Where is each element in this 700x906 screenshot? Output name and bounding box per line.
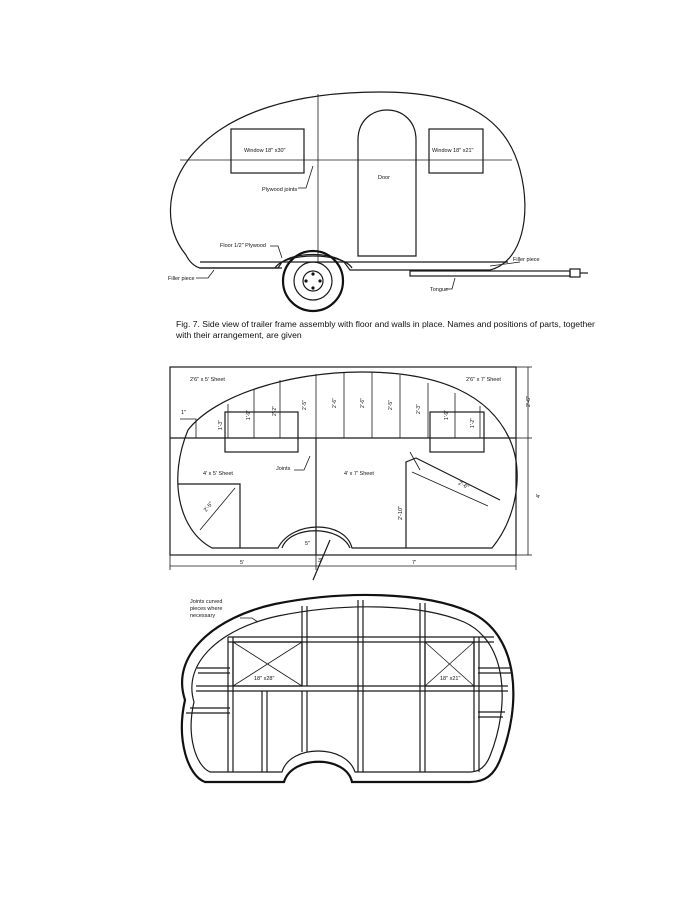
label-note-3: necessary [190, 613, 216, 619]
rib-label: 1'-9" [246, 410, 252, 420]
label-door: Door [378, 175, 390, 181]
rib-label: 1'-3" [218, 420, 224, 430]
frame-outline-outer [182, 595, 513, 782]
figure-caption: Fig. 7. Side view of trailer frame assembly with floor and walls in place. Names and positions of parts, together with their arrangement, are given [176, 319, 595, 340]
window-cutout-left [225, 412, 298, 452]
sheet-border [170, 367, 516, 555]
label-sheet-br: 4' x 7' Sheet [344, 471, 374, 477]
figure-3-framing [182, 595, 513, 782]
label-window-right: Window 18" x21" [432, 148, 474, 154]
rib-label: 2'-5" [388, 400, 394, 410]
label-filler-left: Filler piece [168, 276, 195, 282]
label-floor: Floor 1/2" Plywood [220, 243, 266, 249]
rib-labels [218, 398, 476, 430]
rib-label: 2'-5" [302, 400, 308, 410]
label-plywood-joints: Plywood joints [262, 187, 298, 193]
hitch [570, 269, 580, 277]
label-dim-vert: 2'-10" [398, 505, 404, 520]
label-window-left: 18" x28" [254, 676, 275, 682]
label-sheet-bl: 4' x 5' Sheet [203, 471, 233, 477]
leader-note [240, 618, 258, 622]
rib-label: 2'-6" [332, 398, 338, 408]
label-note-1: Joints curved [190, 599, 223, 605]
rib-label: 2'-3" [416, 404, 422, 414]
lug-nut [304, 279, 307, 282]
label-filler-right: Filler piece [513, 257, 540, 263]
door [358, 110, 416, 256]
label-dim-diag: 2'-6" [457, 480, 470, 491]
figure-2-plywood-layout [170, 367, 542, 580]
lug-nut [318, 279, 321, 282]
door-slant-inner [412, 472, 488, 506]
lug-nut [311, 286, 314, 289]
lug-nut [311, 272, 314, 275]
trailer-outline [178, 372, 517, 548]
tongue [410, 271, 570, 276]
wheel [283, 251, 343, 311]
rib-label: 2'-6" [360, 398, 366, 408]
label-joints: Joints [276, 466, 291, 472]
leader-floor [270, 246, 282, 258]
label-dim-5: 5" [305, 541, 311, 547]
label-dim-right-bottom: 4' [536, 493, 542, 498]
rib-label: 1'-9" [444, 410, 450, 420]
label-one-inch: 1" [181, 410, 187, 416]
label-note-2: pieces where [190, 606, 223, 612]
leader-plywood-joints [298, 166, 313, 188]
rib-label: 1'-2" [470, 418, 476, 428]
leader-joints [294, 456, 310, 470]
corner-box [180, 419, 196, 438]
rib-label: 2'-2" [272, 406, 278, 416]
label-dim-bottom-left: 5' [240, 560, 245, 566]
wheel-rim [294, 262, 332, 300]
figure-1-side-view [168, 92, 588, 311]
leader-filler-left [196, 270, 214, 278]
label-dim-wheel: 3" [318, 558, 324, 564]
label-window-right: 18" x21" [440, 676, 461, 682]
label-tongue: Tongue [430, 287, 449, 293]
leader-door-piece [410, 452, 420, 470]
frame-outline-inner [191, 607, 502, 772]
label-dim-slant: 2'-5" [202, 501, 215, 514]
label-sheet-tr: 2'6" x 7' Sheet [466, 377, 501, 383]
label-sheet-tl: 2'6" x 5' Sheet [190, 377, 225, 383]
label-window-left: Window 18" x30" [244, 148, 286, 154]
window-cutout-right [430, 412, 484, 452]
label-dim-bottom-right: 7' [412, 560, 417, 566]
label-dim-right-top: 2'-6" [526, 396, 532, 407]
door-slant-piece [406, 458, 500, 548]
